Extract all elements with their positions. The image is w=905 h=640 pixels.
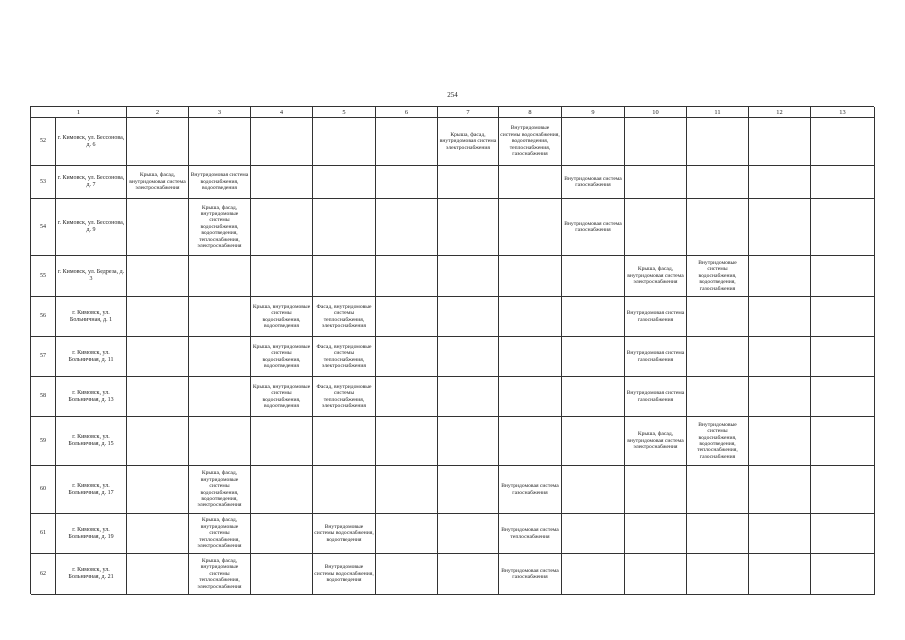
address-cell: г. Кимовск, ул. Больничная, д. 1 [56, 297, 127, 337]
empty-cell [499, 199, 562, 256]
address-cell: г. Кимовск, ул. Больничная, д. 17 [56, 466, 127, 514]
work-cell: Крыша, фасад, внутридомовая система электроснабжения [625, 256, 687, 297]
page-number: 254 [447, 91, 458, 99]
address-cell: г. Кимовск, ул. Бессонова, д. 6 [56, 118, 127, 166]
empty-cell [376, 297, 438, 337]
work-cell: Внутридомовая система газоснабжения [625, 297, 687, 337]
empty-cell [376, 199, 438, 256]
empty-cell [438, 199, 499, 256]
empty-cell [499, 256, 562, 297]
empty-cell [127, 337, 189, 377]
empty-cell [749, 514, 811, 554]
empty-cell [625, 199, 687, 256]
header-cell-3: 3 [189, 107, 251, 118]
row-number: 58 [31, 377, 56, 417]
empty-cell [438, 514, 499, 554]
empty-cell [251, 514, 313, 554]
empty-cell [127, 554, 189, 595]
work-cell: Внутридомовая система газоснабжения [499, 554, 562, 595]
empty-cell [251, 417, 313, 466]
empty-cell [127, 297, 189, 337]
empty-cell [562, 554, 625, 595]
empty-cell [625, 554, 687, 595]
empty-cell [251, 554, 313, 595]
work-cell: Крыша, фасад, внутридомовые системы теплоснабжения, электроснабжения [189, 514, 251, 554]
work-cell: Внутридомовая система теплоснабжения [499, 514, 562, 554]
work-cell: Внутридомовая система газоснабжения [499, 466, 562, 514]
empty-cell [687, 166, 749, 199]
work-cell: Крыша, фасад, внутридомовая система электроснабжения [127, 166, 189, 199]
work-cell: Крыша, внутридомовые системы водоснабжения, водоотведения [251, 297, 313, 337]
row-number: 53 [31, 166, 56, 199]
empty-cell [189, 377, 251, 417]
row-number: 54 [31, 199, 56, 256]
address-cell: г. Кимовск, ул. Больничная, д. 15 [56, 417, 127, 466]
work-cell: Крыша, фасад, внутридомовые системы водоснабжения, водоотведения, теплоснабжения, электроснабжения [189, 199, 251, 256]
empty-cell [127, 466, 189, 514]
address-cell: г. Кимовск, ул. Больничная, д. 13 [56, 377, 127, 417]
empty-cell [749, 199, 811, 256]
empty-cell [687, 297, 749, 337]
empty-cell [749, 337, 811, 377]
empty-cell [438, 166, 499, 199]
empty-cell [438, 337, 499, 377]
row-number: 57 [31, 337, 56, 377]
empty-cell [189, 118, 251, 166]
empty-cell [313, 256, 376, 297]
header-cell-13: 13 [811, 107, 875, 118]
empty-cell [625, 514, 687, 554]
header-cell-4: 4 [251, 107, 313, 118]
empty-cell [438, 377, 499, 417]
work-cell: Внутридомовая система газоснабжения [625, 377, 687, 417]
empty-cell [376, 554, 438, 595]
empty-cell [749, 256, 811, 297]
empty-cell [251, 466, 313, 514]
empty-cell [687, 514, 749, 554]
empty-cell [438, 554, 499, 595]
work-cell: Внутридомовая система газоснабжения [562, 199, 625, 256]
empty-cell [811, 417, 875, 466]
empty-cell [376, 337, 438, 377]
empty-cell [625, 166, 687, 199]
empty-cell [687, 377, 749, 417]
header-cell-12: 12 [749, 107, 811, 118]
empty-cell [749, 466, 811, 514]
empty-cell [562, 466, 625, 514]
empty-cell [562, 118, 625, 166]
work-cell: Внутридомовые системы водоснабжения, водоотведения, теплоснабжения, газоснабжения [687, 417, 749, 466]
empty-cell [749, 297, 811, 337]
empty-cell [499, 166, 562, 199]
empty-cell [127, 417, 189, 466]
empty-cell [749, 118, 811, 166]
empty-cell [376, 417, 438, 466]
empty-cell [251, 166, 313, 199]
empty-cell [127, 256, 189, 297]
empty-cell [499, 297, 562, 337]
empty-cell [499, 337, 562, 377]
empty-cell [127, 199, 189, 256]
work-cell: Крыша, фасад, внутридомовые системы водоснабжения, водоотведения, электроснабжения [189, 466, 251, 514]
address-cell: г. Кимовск, ул. Больничная, д. 21 [56, 554, 127, 595]
empty-cell [438, 256, 499, 297]
work-cell: Фасад, внутридомовые системы теплоснабжения, электроснабжения [313, 337, 376, 377]
header-cell-7: 7 [438, 107, 499, 118]
empty-cell [313, 118, 376, 166]
empty-cell [811, 199, 875, 256]
empty-cell [811, 166, 875, 199]
empty-cell [811, 466, 875, 514]
header-cell-2: 2 [127, 107, 189, 118]
empty-cell [749, 377, 811, 417]
address-cell: г. Кимовск, ул. Больничная, д. 19 [56, 514, 127, 554]
empty-cell [562, 514, 625, 554]
empty-cell [562, 297, 625, 337]
work-cell: Внутридомовые системы водоснабжения, водоотведения, газоснабжения [687, 256, 749, 297]
header-cell-11: 11 [687, 107, 749, 118]
empty-cell [811, 514, 875, 554]
empty-cell [189, 297, 251, 337]
empty-cell [313, 166, 376, 199]
empty-cell [562, 256, 625, 297]
address-cell: г. Кимовск, ул. Бедреза, д. 3 [56, 256, 127, 297]
empty-cell [438, 417, 499, 466]
work-cell: Фасад, внутридомовые системы теплоснабжения, электроснабжения [313, 377, 376, 417]
address-cell: г. Кимовск, ул. Бессонова, д. 9 [56, 199, 127, 256]
empty-cell [625, 466, 687, 514]
empty-cell [313, 466, 376, 514]
row-number: 61 [31, 514, 56, 554]
row-number: 62 [31, 554, 56, 595]
row-number: 56 [31, 297, 56, 337]
header-cell-1: 1 [31, 107, 127, 118]
row-number: 60 [31, 466, 56, 514]
empty-cell [625, 118, 687, 166]
empty-cell [438, 466, 499, 514]
empty-cell [376, 256, 438, 297]
empty-cell [687, 337, 749, 377]
work-cell: Крыша, фасад, внутридомовая система электроснабжения [438, 118, 499, 166]
work-cell: Внутридомовые системы водоснабжения, водоотведения, теплоснабжения, газоснабжения [499, 118, 562, 166]
empty-cell [251, 256, 313, 297]
address-cell: г. Кимовск, ул. Бессонова, д. 7 [56, 166, 127, 199]
empty-cell [189, 337, 251, 377]
empty-cell [811, 377, 875, 417]
empty-cell [749, 166, 811, 199]
work-cell: Внутридомовая система газоснабжения [562, 166, 625, 199]
work-cell: Внутридомовые системы водоснабжения, водоотведения [313, 514, 376, 554]
empty-cell [376, 118, 438, 166]
empty-cell [687, 466, 749, 514]
empty-cell [438, 297, 499, 337]
empty-cell [749, 554, 811, 595]
empty-cell [499, 377, 562, 417]
empty-cell [562, 377, 625, 417]
empty-cell [811, 256, 875, 297]
row-number: 59 [31, 417, 56, 466]
empty-cell [127, 377, 189, 417]
empty-cell [313, 199, 376, 256]
empty-cell [376, 166, 438, 199]
work-cell: Крыша, внутридомовые системы водоснабжения, водоотведения [251, 337, 313, 377]
header-cell-6: 6 [376, 107, 438, 118]
work-cell: Крыша, фасад, внутридомовая система электроснабжения [625, 417, 687, 466]
row-number: 52 [31, 118, 56, 166]
header-cell-9: 9 [562, 107, 625, 118]
header-cell-8: 8 [499, 107, 562, 118]
header-cell-5: 5 [313, 107, 376, 118]
empty-cell [189, 256, 251, 297]
empty-cell [687, 118, 749, 166]
works-table [30, 106, 874, 594]
empty-cell [376, 466, 438, 514]
work-cell: Внутридомовые системы водоснабжения, водоотведения [313, 554, 376, 595]
header-cell-10: 10 [625, 107, 687, 118]
empty-cell [562, 417, 625, 466]
empty-cell [687, 554, 749, 595]
work-cell: Внутридомовая система водоснабжения, водоотведения [189, 166, 251, 199]
empty-cell [749, 417, 811, 466]
empty-cell [376, 377, 438, 417]
row-number: 55 [31, 256, 56, 297]
empty-cell [127, 118, 189, 166]
empty-cell [127, 514, 189, 554]
empty-cell [251, 118, 313, 166]
empty-cell [376, 514, 438, 554]
empty-cell [251, 199, 313, 256]
empty-cell [313, 417, 376, 466]
empty-cell [811, 118, 875, 166]
work-cell: Крыша, фасад, внутридомовые системы теплоснабжения, электроснабжения [189, 554, 251, 595]
work-cell: Фасад, внутридомовые системы теплоснабжения, электроснабжения [313, 297, 376, 337]
work-cell: Крыша, внутридомовые системы водоснабжения, водоотведения [251, 377, 313, 417]
empty-cell [811, 297, 875, 337]
work-cell: Внутридомовая система газоснабжения [625, 337, 687, 377]
empty-cell [189, 417, 251, 466]
empty-cell [687, 199, 749, 256]
empty-cell [562, 337, 625, 377]
empty-cell [811, 337, 875, 377]
address-cell: г. Кимовск, ул. Больничная, д. 11 [56, 337, 127, 377]
empty-cell [811, 554, 875, 595]
empty-cell [499, 417, 562, 466]
